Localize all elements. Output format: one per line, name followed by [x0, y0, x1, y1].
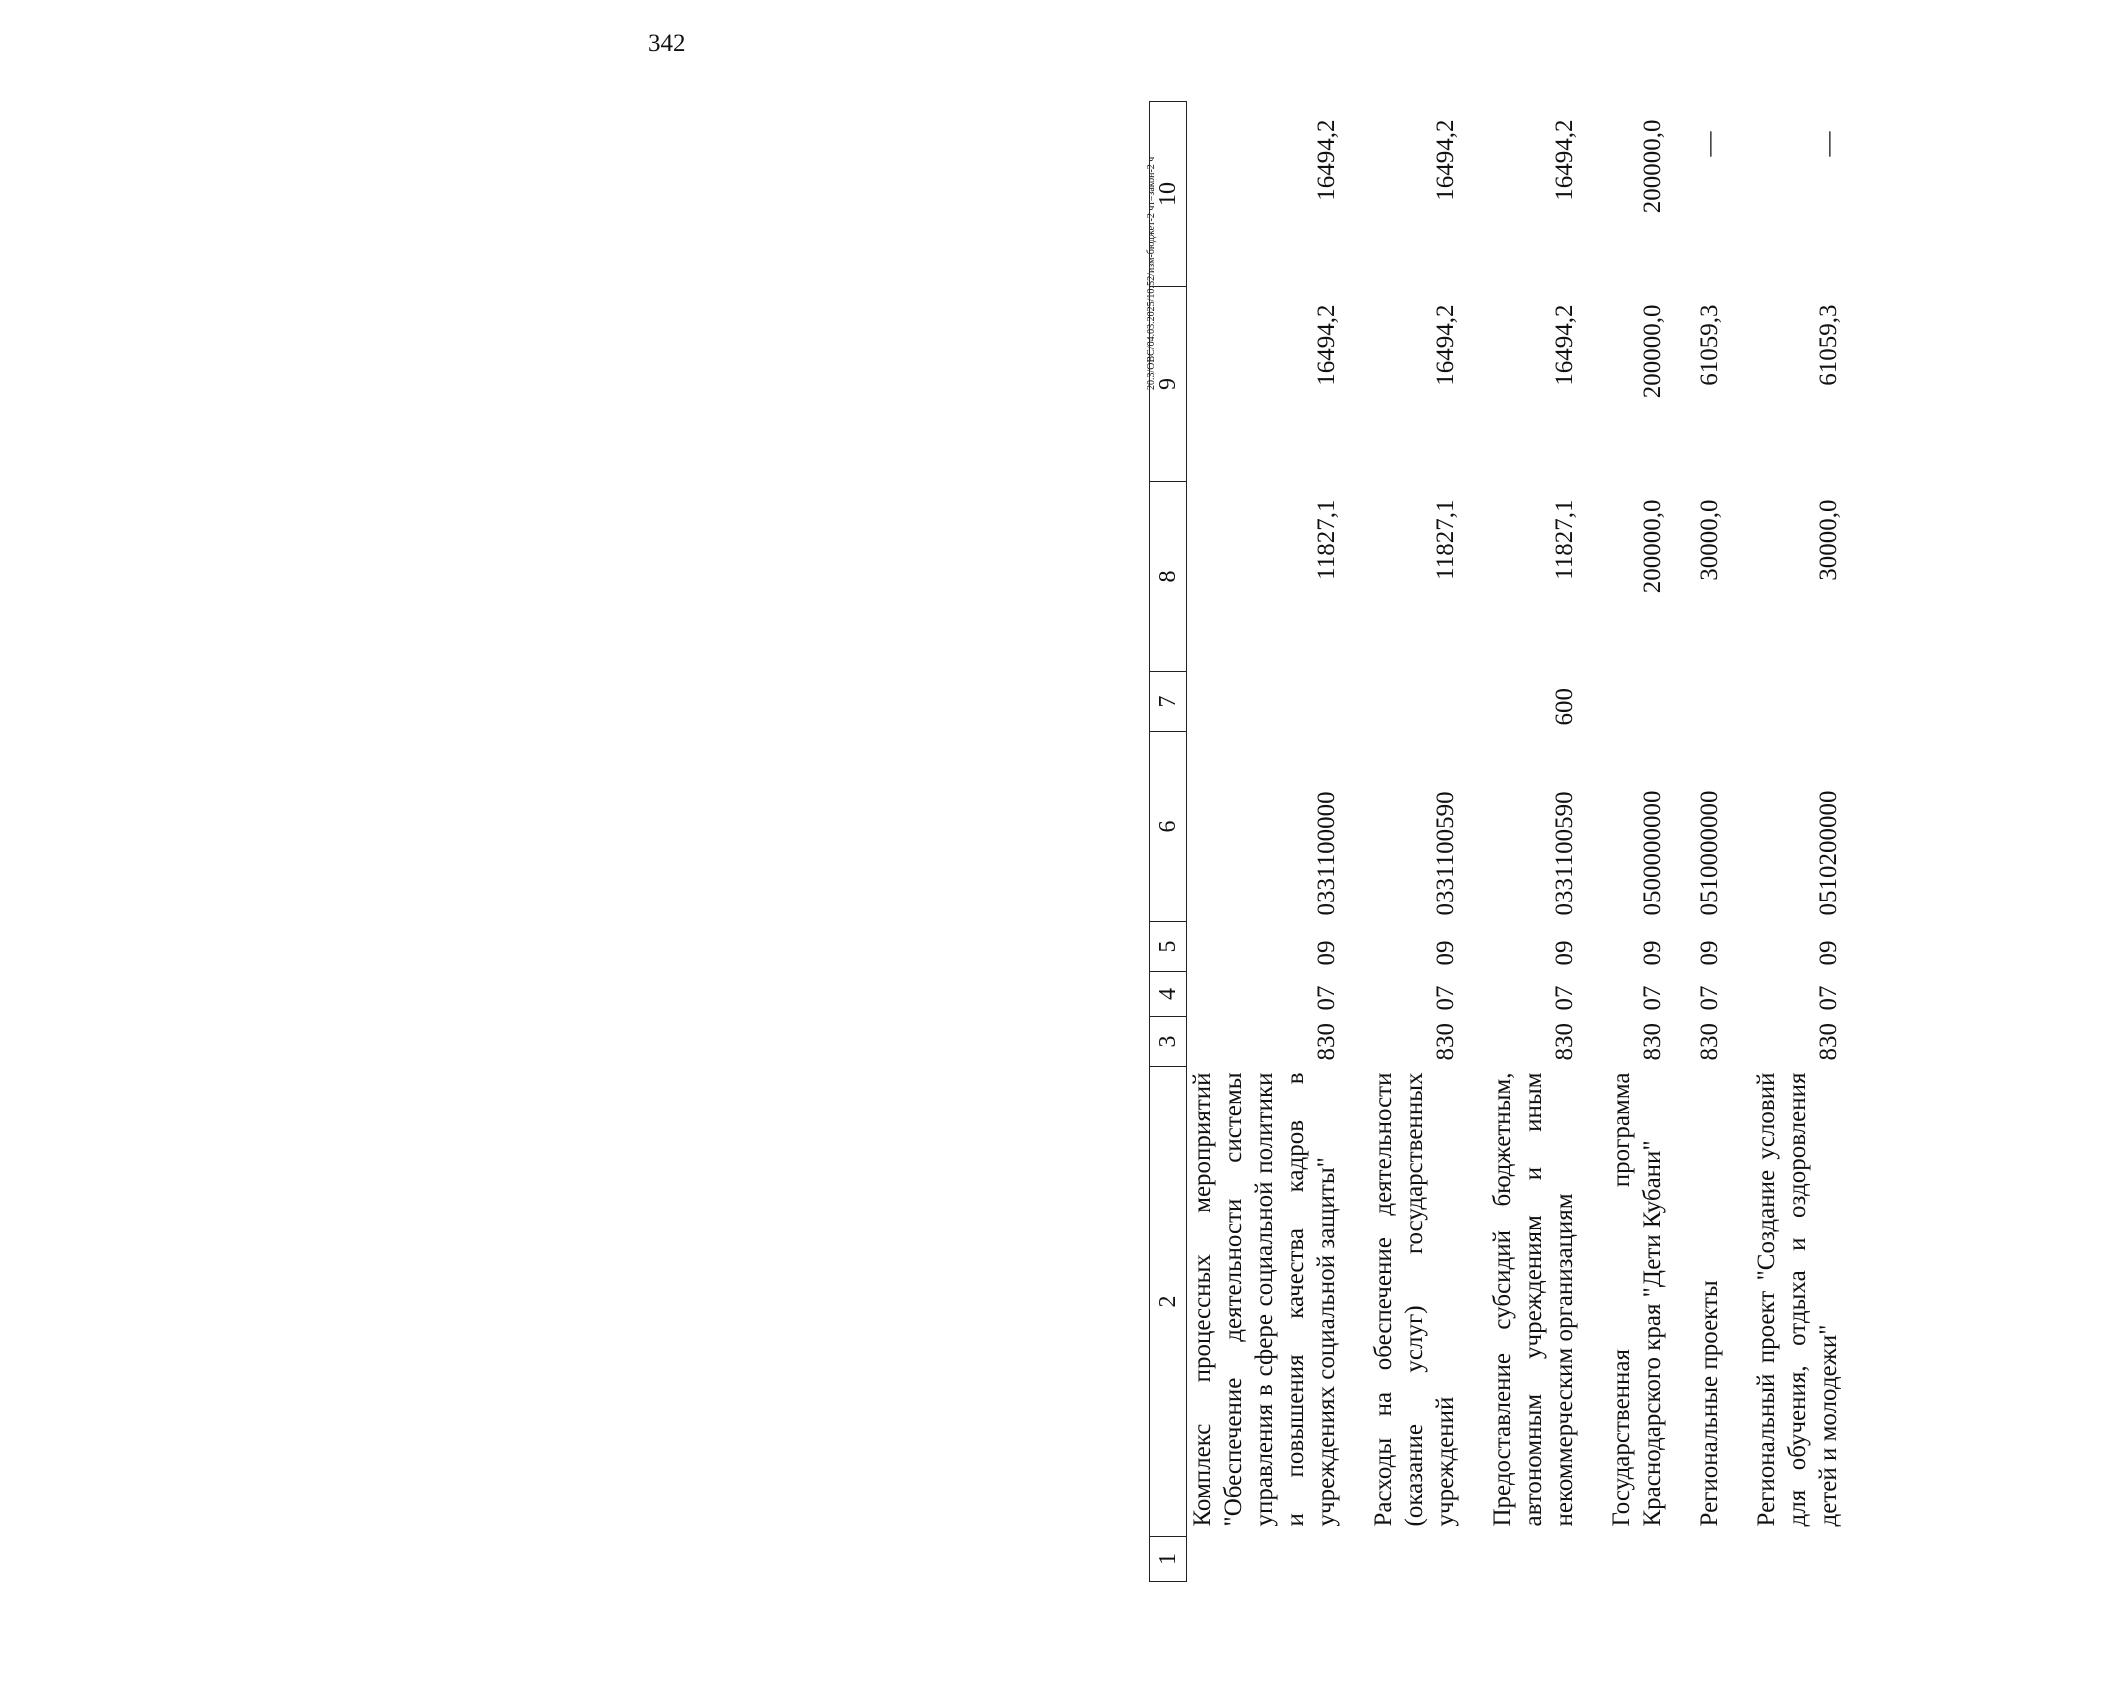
- row-ministry-code: 830: [1551, 1023, 1578, 1061]
- row-amount-col10: 16494,2: [1551, 119, 1578, 201]
- row-amount-col8: 30000,0: [1815, 499, 1842, 581]
- row-section: 07: [1313, 985, 1340, 1011]
- row-amount-col10: —: [1696, 131, 1723, 157]
- row-ministry-code: 830: [1639, 1023, 1666, 1061]
- row-ministry-code: 830: [1815, 1023, 1842, 1061]
- column-header: 2: [1150, 1067, 1187, 1537]
- row-amount-col10: 16494,2: [1432, 119, 1459, 201]
- row-name: Комплекс процессных мероприятий "Обеспечение деятельности системы управления в сфере социальной политики и повышения качества кадров в учреждениях социальной защиты": [1189, 1072, 1340, 1527]
- table-row: [1487, 102, 1580, 1582]
- row-section: 07: [1639, 985, 1666, 1011]
- table-header-row: [1150, 102, 1187, 1582]
- column-header: 5: [1150, 922, 1187, 972]
- table-row: [1187, 102, 1343, 1582]
- row-amount-col9: 16494,2: [1432, 304, 1459, 386]
- row-amount-col9: 61059,3: [1815, 304, 1842, 386]
- row-section: 07: [1432, 985, 1459, 1011]
- column-header: 7: [1150, 672, 1187, 732]
- row-amount-col10: 16494,2: [1313, 119, 1340, 201]
- row-name: Предоставление субсидий бюджетным, автономным учреждениям и иным некоммерческим организациям: [1489, 1072, 1578, 1527]
- budget-table-rotated: [1149, 102, 2119, 1582]
- row-spacer: [1461, 102, 1487, 1582]
- row-expense-type: [1187, 672, 1343, 732]
- table-row: [1751, 102, 1844, 1582]
- page-number: 342: [648, 30, 686, 57]
- row-subsection: 09: [1313, 940, 1340, 966]
- row-amount-col8: 11827,1: [1432, 499, 1459, 580]
- row-target-code: 0500000000: [1639, 790, 1666, 916]
- table-row: [1694, 102, 1725, 1582]
- row-name: Государственная программа Краснодарского края "Дети Кубани": [1608, 1072, 1666, 1527]
- row-spacer: [1580, 102, 1606, 1582]
- row-amount-col8: 11827,1: [1313, 499, 1340, 580]
- row-target-code: 0331100000: [1313, 791, 1340, 916]
- row-subsection: 09: [1551, 940, 1578, 966]
- row-section: 07: [1815, 985, 1842, 1011]
- row-spacer: [1668, 102, 1694, 1582]
- row-name: Региональный проект "Создание условий для обучения, отдыха и оздоровления детей и молодежи": [1753, 1072, 1842, 1527]
- row-name: Расходы на обеспечение деятельности (оказание услуг) государственных учреждений: [1370, 1072, 1459, 1527]
- row-section: 07: [1696, 985, 1723, 1011]
- budget-table: [1149, 101, 1844, 1582]
- row-ministry-code: 830: [1313, 1023, 1340, 1061]
- column-header: 6: [1150, 732, 1187, 922]
- row-amount-col9: 16494,2: [1313, 304, 1340, 386]
- row-subsection: 09: [1815, 940, 1842, 966]
- row-subsection: 09: [1639, 940, 1666, 966]
- row-amount-col8: 11827,1: [1551, 499, 1578, 580]
- row-expense-type: 600: [1551, 688, 1578, 726]
- document-footer-note: 20.3/ОВС/04.03.2025/10:52/изм-бюджет-2 чт=закон-2 ч: [1146, 156, 1157, 390]
- row-amount-col10: —: [1815, 131, 1842, 157]
- row-name: Региональные проекты: [1696, 1280, 1723, 1527]
- table-row: [1606, 102, 1668, 1582]
- row-amount-col9: 61059,3: [1696, 304, 1723, 386]
- column-header: 1: [1150, 1537, 1187, 1582]
- row-ministry-code: 830: [1432, 1023, 1459, 1061]
- column-header: 3: [1150, 1017, 1187, 1067]
- row-target-code: 0510000000: [1696, 790, 1723, 916]
- column-header: 8: [1150, 482, 1187, 672]
- row-expense-type: [1751, 672, 1844, 732]
- row-amount-col10: 200000,0: [1639, 119, 1666, 214]
- row-section: 07: [1551, 985, 1578, 1011]
- column-header: 10: [1150, 102, 1187, 287]
- row-subsection: 09: [1696, 940, 1723, 966]
- row-ministry-code: 830: [1696, 1023, 1723, 1061]
- column-header: 9: [1150, 287, 1187, 482]
- table-row: [1368, 102, 1461, 1582]
- row-amount-col8: 200000,0: [1639, 499, 1666, 594]
- row-amount-col8: 30000,0: [1696, 499, 1723, 581]
- row-expense-type: [1606, 672, 1668, 732]
- row-amount-col9: 16494,2: [1551, 304, 1578, 386]
- row-spacer: [1342, 102, 1368, 1582]
- row-expense-type: [1368, 672, 1461, 732]
- row-amount-col9: 200000,0: [1639, 304, 1666, 399]
- row-subsection: 09: [1432, 940, 1459, 966]
- row-target-code: 0331100590: [1432, 791, 1459, 916]
- row-spacer: [1725, 102, 1751, 1582]
- row-target-code: 0331100590: [1551, 791, 1578, 916]
- column-header: 4: [1150, 972, 1187, 1017]
- row-target-code: 0510200000: [1815, 790, 1842, 916]
- row-expense-type: [1694, 672, 1725, 732]
